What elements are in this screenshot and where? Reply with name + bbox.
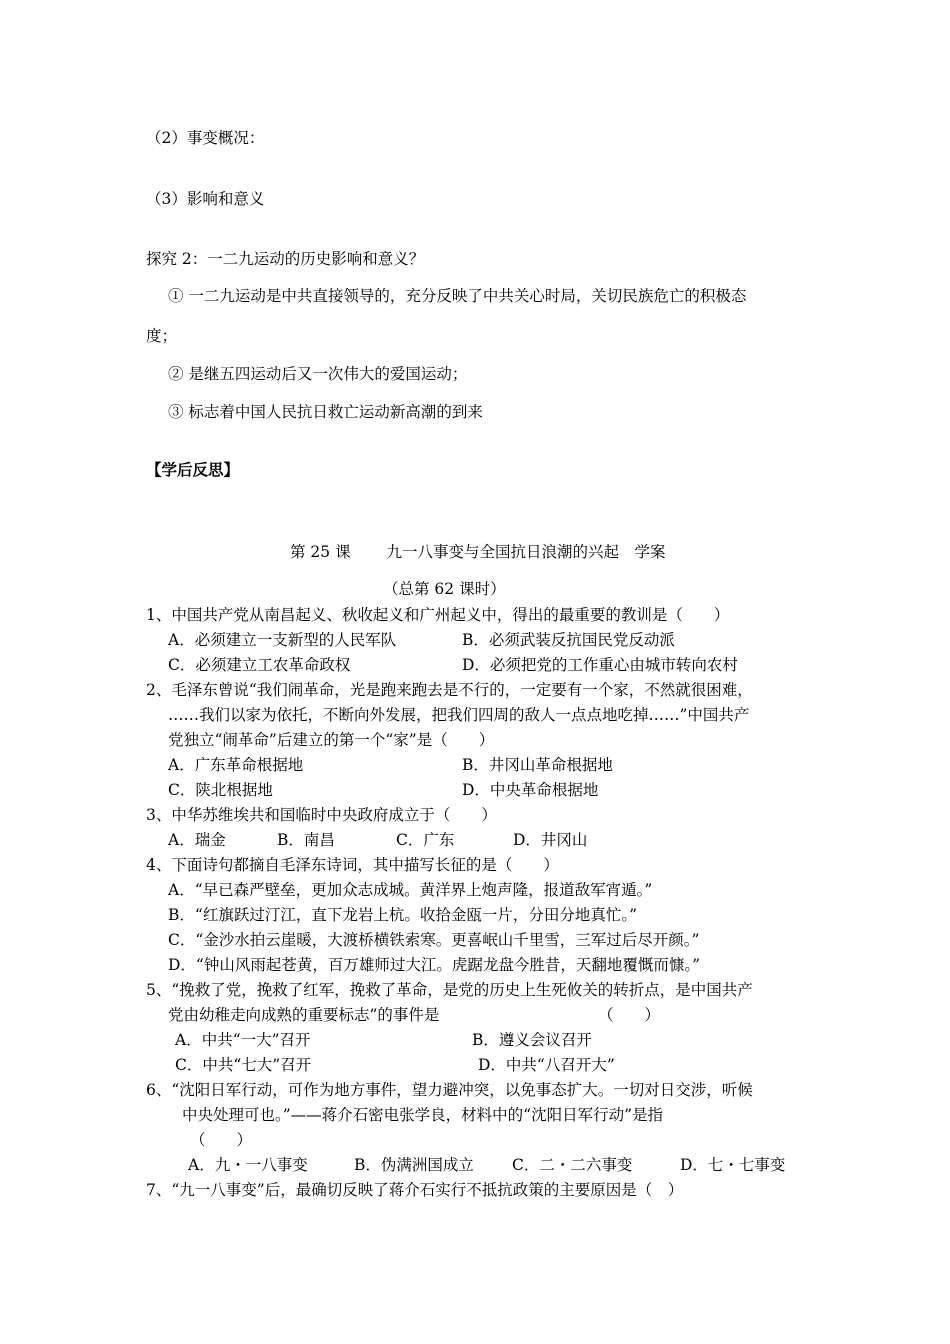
question-4-option-b: B．“红旗跃过汀江，直下龙岩上杭。收拾金瓯一片，分田分地真忙。” xyxy=(168,906,637,924)
question-2-text-line-3: 党独立“闹革命”后建立的第一个“家”是（ ） xyxy=(168,731,495,749)
question-5-option-d: D．中共“八召开大” xyxy=(478,1056,615,1074)
lesson-subtitle: （总第 62 课时） xyxy=(383,580,506,598)
answer-point-1: ① 一二九运动是中共直接领导的，充分反映了中共关心时局，关切民族危亡的积极态 xyxy=(168,287,747,305)
question-4-option-a: A．“早已森严壁垒，更加众志成城。黄洋界上炮声隆，报道敌军宵遁。” xyxy=(168,881,653,899)
question-3-option-a: A．瑞金 xyxy=(168,831,226,849)
question-3-option-c: C．广东 xyxy=(396,831,455,849)
reflection-heading: 【学后反思】 xyxy=(146,460,240,479)
question-7-text: 7、“九一八事变”后，最确切反映了蒋介石实行不抵抗政策的主要原因是（ ） xyxy=(146,1181,684,1199)
answer-point-2: ② 是继五四运动后又一次伟大的爱国运动； xyxy=(168,365,468,383)
question-5-option-a: A．中共“一大”召开 xyxy=(175,1031,311,1049)
lesson-title: 第 25 课 九一八事变与全国抗日浪潮的兴起 学案 xyxy=(290,543,666,561)
question-3-option-d: D．井冈山 xyxy=(513,831,588,849)
question-3-option-b: B．南昌 xyxy=(277,831,335,849)
question-6-option-d: D．七・七事变 xyxy=(680,1156,786,1174)
question-5-option-c: C．中共“七大”召开 xyxy=(175,1056,312,1074)
question-3-text: 3、中华苏维埃共和国临时中央政府成立于（ ） xyxy=(146,806,497,824)
question-2-option-c: C．陕北根据地 xyxy=(168,781,273,799)
question-6-answer-bracket: （ ） xyxy=(190,1131,253,1149)
question-4-text: 4、下面诗句都摘自毛泽东诗词，其中描写长征的是（ ） xyxy=(146,856,559,874)
question-5-text-line-2: 党由幼稚走向成熟的重要标志”的事件是 xyxy=(168,1006,440,1024)
question-1-option-c: C．必须建立工农革命政权 xyxy=(168,656,351,674)
question-5-text: 5、“挽救了党，挽救了红军，挽救了革命，是党的历史上生死攸关的转折点，是中国共产 xyxy=(146,981,753,999)
question-2-option-d: D．中央革命根据地 xyxy=(462,781,599,799)
question-6-option-c: C．二・二六事变 xyxy=(512,1156,633,1174)
answer-point-1-continued: 度； xyxy=(146,327,178,345)
question-1-text: 1、中国共产党从南昌起义、秋收起义和广州起义中，得出的最重要的教训是（ ） xyxy=(146,606,730,624)
question-1-option-b: B．必须武装反抗国民党反动派 xyxy=(462,631,675,649)
question-2-text: 2、毛泽东曾说“我们闹革命，光是跑来跑去是不行的，一定要有一个家，不然就很困难， xyxy=(146,681,753,699)
answer-point-3: ③ 标志着中国人民抗日救亡运动新高潮的到来 xyxy=(168,403,483,421)
question-5-answer-bracket: （ ） xyxy=(598,1006,661,1024)
question-2-option-b: B．井冈山革命根据地 xyxy=(462,756,613,774)
question-1-option-d: D．必须把党的工作重心由城市转向农村 xyxy=(462,656,738,674)
question-6-option-b: B．伪满洲国成立 xyxy=(354,1156,474,1174)
question-6-text-line-2: 中央处理可也。”——蒋介石密电张学良，材料中的“沈阳日军行动”是指 xyxy=(182,1106,664,1124)
item-3-heading: （3）影响和意义 xyxy=(146,190,265,208)
question-4-option-c: C．“金沙水拍云崖暖，大渡桥横铁索寒。更喜岷山千里雪，三军过后尽开颜。” xyxy=(168,931,700,949)
question-6-text: 6、“沈阳日军行动，可作为地方事件，望力避冲突，以免事态扩大。一切对日交涉，听候 xyxy=(146,1081,753,1099)
question-6-option-a: A．九・一八事变 xyxy=(188,1156,308,1174)
question-2-option-a: A．广东革命根据地 xyxy=(168,756,304,774)
question-2-text-line-2: ……我们以家为依托，不断向外发展，把我们四周的敌人一点点地吃掉……”中国共产 xyxy=(168,706,750,724)
question-4-option-d: D．“钟山风雨起苍黄，百万雄师过大江。虎踞龙盘今胜昔，天翻地覆慨而慷。” xyxy=(168,956,701,974)
item-2-heading: （2）事变概况： xyxy=(146,129,265,147)
question-5-option-b: B．遵义会议召开 xyxy=(472,1031,592,1049)
explore-2-question: 探究 2：一二九运动的历史影响和意义？ xyxy=(146,250,425,268)
question-1-option-a: A．必须建立一支新型的人民军队 xyxy=(168,631,397,649)
